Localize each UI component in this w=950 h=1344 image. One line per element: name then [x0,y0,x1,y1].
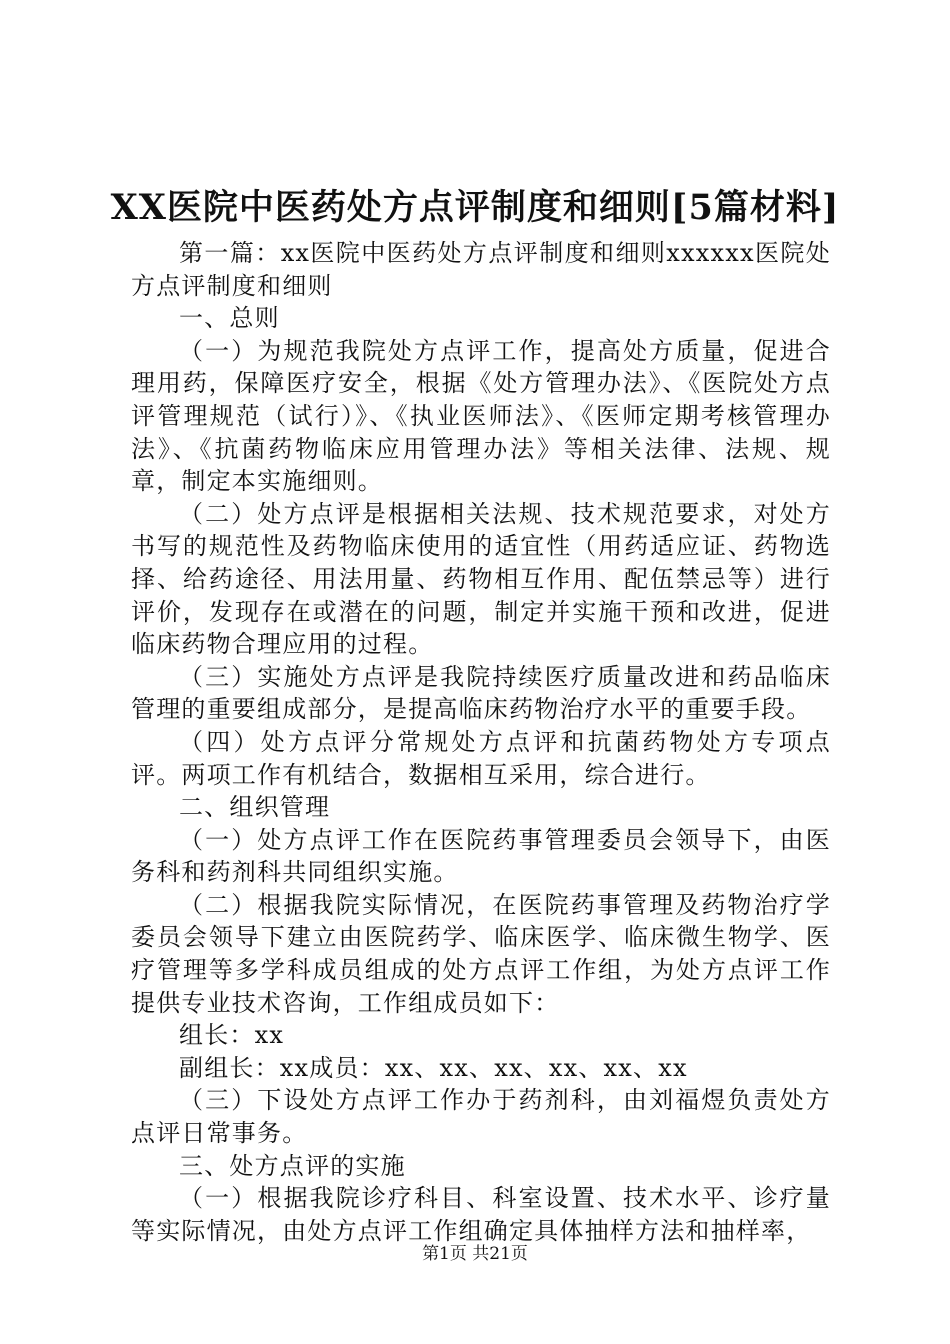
paragraph: （二）处方点评是根据相关法规、技术规范要求，对处方书写的规范性及药物临床使用的适宜性（用药适应证、药物选择、给药途径、用法用量、药物相互作用、配伍禁忌等）进行评价，发现存在或潜在的问题，制定并实施干预和改进，促进临床药物合理应用的过程。 [131,499,831,659]
paragraph: （四）处方点评分常规处方点评和抗菌药物处方专项点评。两项工作有机结合，数据相互采用，综合进行。 [131,727,831,789]
paragraph-group-leader: 组长：xx [179,1021,285,1050]
document-body [131,237,831,1247]
page-number: 第1页 共21页 [422,1244,528,1264]
paragraph: （一）处方点评工作在医院药事管理委员会领导下，由医务科和药剂科共同组织实施。 [131,825,831,887]
section-heading-general: 一、总则 [179,304,280,333]
paragraph: （二）根据我院实际情况，在医院药事管理及药物治疗学委员会领导下建立由医院药学、临床医学、临床微生物学、医疗管理等多学科成员组成的处方点评工作组，为处方点评工作提供专业技术咨询，工作组成员如下： [131,890,831,1017]
section-heading-organization: 二、组织管理 [179,793,331,822]
section-heading-implementation: 三、处方点评的实施 [179,1151,406,1180]
paragraph: （一）根据我院诊疗科目、科室设置、技术水平、诊疗量等实际情况，由处方点评工作组确定具体抽样方法和抽样率， [131,1184,831,1245]
paragraph: （一）为规范我院处方点评工作，提高处方质量，促进合理用药，保障医疗安全，根据《处方管理办法》、《医院处方点评管理规范（试行）》、《执业医师法》、《医师定期考核管理办法》、《抗菌药物临床应用管理办法》等相关法律、法规、规章，制定本实施细则。 [131,336,831,496]
paragraph-intro: 第一篇：xx医院中医药处方点评制度和细则xxxxxx医院处方点评制度和细则 [131,239,831,300]
document-title: XX医院中医药处方点评制度和细则[5篇材料] [110,187,840,228]
paragraph-group-members: 副组长：xx成员：xx、xx、xx、xx、xx、xx [179,1053,688,1082]
paragraph: （三）下设处方点评工作办于药剂科，由刘福煜负责处方点评日常事务。 [131,1086,831,1148]
paragraph: （三）实施处方点评是我院持续医疗质量改进和药品临床管理的重要组成部分，是提高临床药物治疗水平的重要手段。 [131,662,831,724]
